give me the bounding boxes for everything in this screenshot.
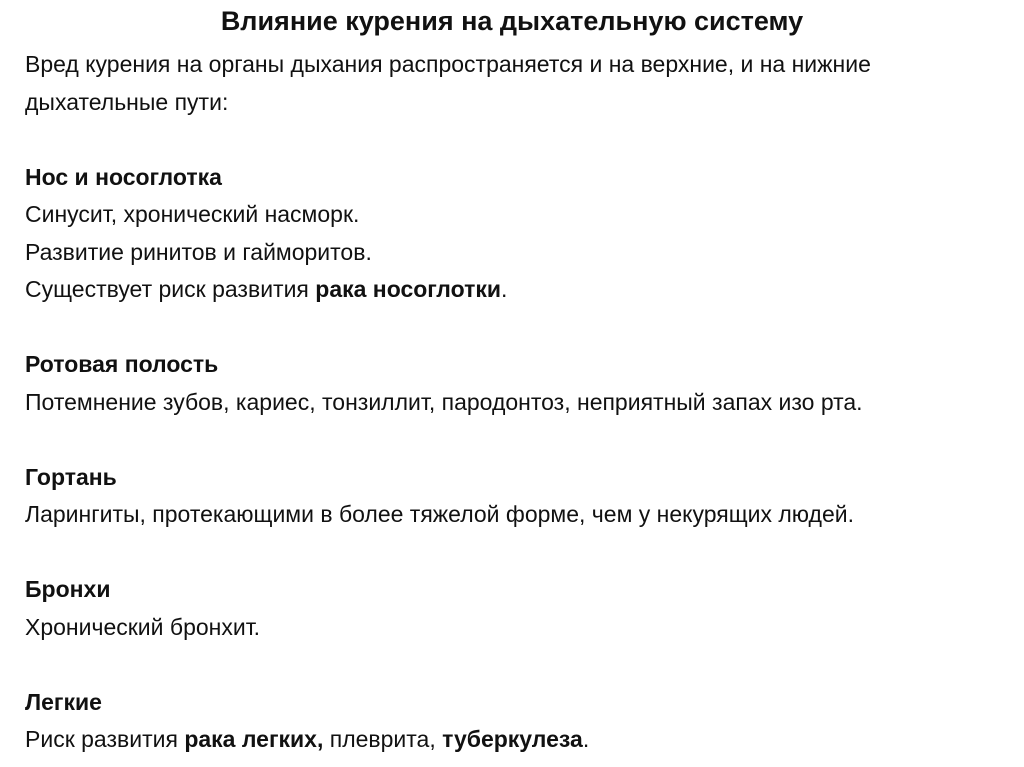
section-heading-nose: Нос и носоглотка (25, 163, 222, 190)
section-heading-mouth: Ротовая полость (25, 351, 219, 377)
mouth-line-1: Потемнение зубов, кариес, тонзиллит, пародонтоз, неприятный запах изо рта. (25, 388, 863, 415)
lungs-line-1-bold-1: рака легких, (184, 726, 324, 752)
lungs-line-1 (25, 721, 1005, 759)
spacer (25, 421, 1005, 459)
bronchi-line-1: Хронический бронхит. (25, 613, 261, 640)
lungs-line-1-mid: плеврита, (323, 726, 443, 752)
page-title: Влияние курения на дыхательную систему (220, 6, 804, 36)
section-heading-lungs: Легкие (25, 688, 102, 715)
nose-line-3-prefix: Существует риск развития (25, 276, 316, 302)
spacer (25, 121, 1005, 159)
nose-line-2: Развитие ринитов и гайморитов. (25, 238, 372, 265)
lungs-line-1-prefix: Риск развития (25, 726, 185, 752)
section-heading-larynx: Гортань (25, 463, 117, 490)
nose-line-3-suffix: . (500, 276, 508, 302)
section-heading-bronchi: Бронхи (25, 576, 111, 602)
spacer (25, 309, 1005, 347)
larynx-line-1: Ларингиты, протекающими в более тяжелой форме, чем у некурящих людей. (25, 501, 854, 527)
nose-line-3-bold: рака носоглотки (315, 276, 501, 302)
intro-line-2: дыхательные пути: (25, 88, 229, 115)
nose-line-1: Синусит, хронический насморк. (25, 201, 360, 227)
lungs-line-1-bold-2: туберкулеза (442, 726, 583, 752)
spacer (25, 534, 1005, 572)
nose-line-3 (25, 271, 1005, 309)
lungs-line-1-suffix: . (582, 726, 590, 752)
intro-line-1: Вред курения на органы дыхания распространяется и на верхние, и на нижние (25, 51, 871, 77)
slide-content (25, 46, 1005, 759)
spacer (25, 646, 1005, 684)
